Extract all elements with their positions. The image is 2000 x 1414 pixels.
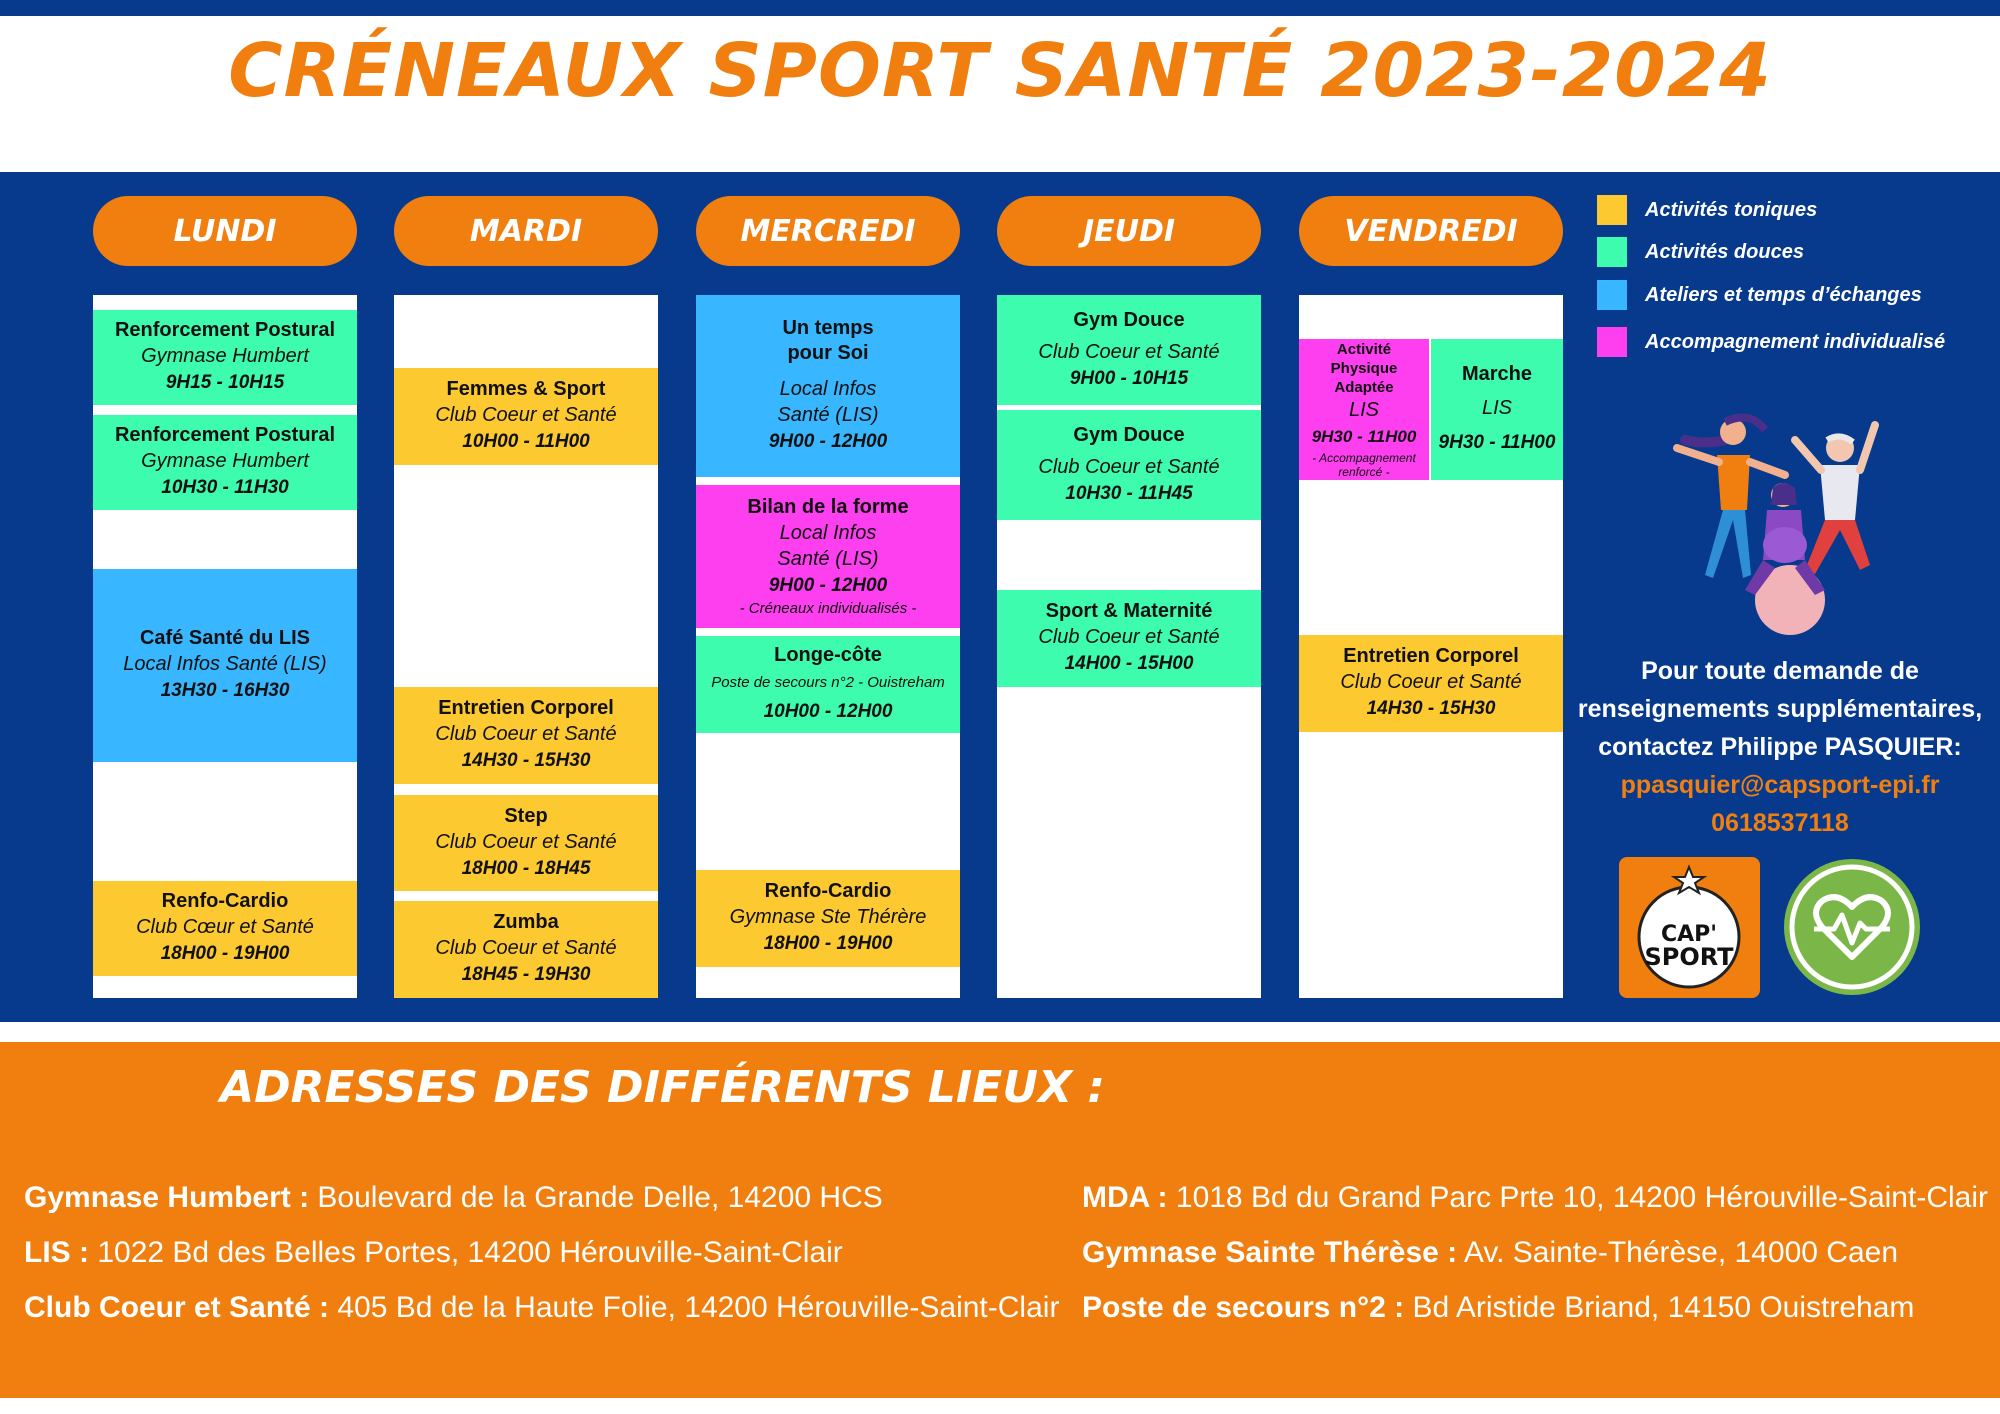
slot-mercredi-1: [696, 295, 960, 477]
slot-place: LIS: [1348, 399, 1380, 421]
slot-place-line2: Santé (LIS): [777, 548, 879, 570]
slot-lundi-4: [93, 881, 357, 976]
address-label: Gymnase Humbert :: [24, 1181, 310, 1214]
address-value: 1018 Bd du Grand Parc Prte 10, 14200 Hérouville-Saint-Clair: [1167, 1181, 1988, 1214]
people-exercising-illustration: [1655, 400, 1895, 640]
day-header-lundi: LUNDI: [93, 196, 357, 266]
slot-mercredi-2: [696, 485, 960, 628]
slot-name: Femmes & Sport: [446, 378, 606, 400]
slot-place: Club Coeur et Santé: [435, 937, 617, 959]
slot-place: Club Coeur et Santé: [435, 830, 617, 853]
slot-jeudi-3: [997, 590, 1261, 687]
slot-place: Club Coeur et Santé: [435, 404, 617, 426]
slot-jeudi-2: [997, 410, 1261, 520]
slot-time: 14H30 - 15H30: [1366, 698, 1496, 719]
contact-line2: renseignements supplémentaires,: [1577, 695, 1983, 723]
legend-label: Accompagnement individualisé: [1645, 330, 1946, 353]
slot-time: 10H30 - 11H45: [1065, 482, 1193, 504]
page-title: CRÉNEAUX SPORT SANTÉ 2023-2024: [228, 28, 1772, 114]
addresses-title: ADRESSES DES DIFFÉRENTS LIEUX :: [220, 1062, 1105, 1113]
address-gymnase-humbert: [24, 1181, 883, 1215]
slot-vendredi-3: [1299, 635, 1563, 732]
address-club-coeur-sante: [24, 1291, 1059, 1325]
slot-place: Club Coeur et Santé: [1038, 626, 1220, 648]
contact-line3: contactez Philippe PASQUIER:: [1598, 733, 1962, 761]
legend-swatch-green: [1597, 237, 1627, 267]
slot-time: 18H00 - 18H45: [461, 857, 591, 879]
address-value: Av. Sainte-Thérèse, 14000 Caen: [1457, 1236, 1899, 1269]
slot-name: Renforcement Postural: [114, 319, 336, 341]
heart-health-logo: [1782, 857, 1922, 997]
slot-name: Sport & Maternité: [1045, 600, 1213, 622]
slot-time: 18H00 - 19H00: [160, 943, 290, 964]
slot-time: 13H30 - 16H30: [160, 680, 290, 701]
slot-name: Renforcement Postural: [114, 424, 336, 446]
legend-item-toniques: [1597, 194, 1817, 226]
slot-place: Gymnase Humbert: [141, 345, 309, 367]
address-poste-secours: [1082, 1291, 1914, 1325]
slot-place: LIS: [1481, 397, 1513, 419]
cap-sport-logo: [1619, 857, 1760, 998]
slot-time: 9H30 - 11H00: [1311, 427, 1417, 446]
contact-phone[interactable]: 0618537118: [1711, 809, 1849, 837]
slot-name: Gym Douce: [1073, 423, 1185, 446]
column-mardi: [394, 295, 658, 998]
slot-jeudi-1: [997, 295, 1261, 405]
slot-time: 10H30 - 11H30: [161, 477, 289, 498]
column-jeudi: [997, 295, 1261, 998]
day-header-mercredi: MERCREDI: [696, 196, 960, 266]
slot-place-line1: Local Infos: [779, 378, 877, 400]
column-mercredi: [696, 295, 960, 998]
slot-lundi-3: [93, 569, 357, 762]
legend-swatch-magenta: [1597, 327, 1627, 357]
slot-place: Club Coeur et Santé: [1038, 340, 1220, 363]
logo-cap-word: CAP': [1660, 922, 1718, 947]
slot-place: Poste de secours n°2 - Ouistreham: [711, 674, 945, 691]
slot-name: Zumba: [493, 911, 559, 933]
slot-time: 9H00 - 12H00: [768, 431, 888, 452]
slot-time: 10H00 - 11H00: [462, 431, 590, 452]
slot-place: Club Coeur et Santé: [435, 723, 617, 745]
address-label: Club Coeur et Santé :: [24, 1291, 330, 1324]
legend-swatch-blue: [1597, 280, 1627, 310]
address-label: Poste de secours n°2 :: [1082, 1291, 1405, 1324]
slot-name: Marche: [1461, 363, 1533, 385]
day-header-vendredi: VENDREDI: [1299, 196, 1563, 266]
address-label: LIS :: [24, 1236, 89, 1269]
slot-vendredi-1: [1299, 339, 1429, 480]
slot-time: 14H00 - 15H00: [1064, 653, 1194, 674]
slot-note: - Créneaux individualisés -: [739, 600, 917, 617]
contact-block: [1565, 652, 1995, 842]
address-label: MDA :: [1082, 1181, 1168, 1214]
slot-name: Café Santé du LIS: [139, 627, 311, 649]
address-mda: [1082, 1181, 1988, 1215]
slot-name: Entretien Corporel: [1343, 645, 1519, 667]
day-header-mardi: MARDI: [394, 196, 658, 266]
column-lundi: [93, 295, 357, 998]
legend-swatch-yellow: [1597, 195, 1627, 225]
cap-sport-logo-graphic: [1619, 857, 1760, 998]
slot-name-line1: Un temps: [782, 317, 874, 339]
address-lis: [24, 1236, 843, 1270]
slot-lundi-2: [93, 415, 357, 510]
slot-name-line2: pour Soi: [787, 342, 869, 364]
slot-vendredi-2: [1431, 339, 1563, 480]
address-value: 1022 Bd des Belles Portes, 14200 Hérouville-Saint-Clair: [89, 1236, 843, 1269]
slot-time: 9H00 - 12H00: [768, 575, 888, 596]
slot-name: Gym Douce: [1073, 308, 1185, 331]
slot-name: Renfo-Cardio: [161, 890, 289, 912]
top-accent-bar: [0, 0, 2000, 16]
slot-mardi-3: [394, 795, 658, 891]
slot-name: Longe-côte: [774, 644, 882, 666]
slot-time: 14H30 - 15H30: [461, 750, 591, 771]
slot-time: 18H45 - 19H30: [461, 964, 591, 985]
contact-email-link[interactable]: ppasquier@capsport-epi.fr: [1620, 771, 1940, 799]
slot-place: Club Coeur et Santé: [1038, 455, 1220, 478]
slot-place: Club Cœur et Santé: [136, 916, 314, 938]
slot-name-line2: Adaptée: [1334, 379, 1394, 396]
slot-mardi-4: [394, 901, 658, 998]
address-label: Gymnase Sainte Thérèse :: [1082, 1236, 1458, 1269]
slot-name: Bilan de la forme: [747, 496, 909, 518]
legend-label: Activités douces: [1645, 240, 1804, 263]
column-vendredi: [1299, 295, 1563, 998]
slot-name: Renfo-Cardio: [764, 880, 892, 902]
address-value: 405 Bd de la Haute Folie, 14200 Hérouville-Saint-Clair: [329, 1291, 1060, 1324]
slot-place: Gymnase Humbert: [141, 450, 309, 472]
slot-time: 10H00 - 12H00: [763, 701, 893, 722]
slot-time: 18H00 - 19H00: [763, 933, 893, 954]
legend-item-ateliers: [1597, 279, 1922, 311]
slot-note-line2: renforcé -: [1338, 465, 1390, 479]
contact-line1: Pour toute demande de: [1641, 657, 1919, 685]
slot-place: Club Coeur et Santé: [1340, 671, 1522, 693]
slot-mardi-2: [394, 687, 658, 784]
address-value: Boulevard de la Grande Delle, 14200 HCS: [309, 1181, 883, 1214]
slot-name: Step: [504, 804, 548, 827]
slot-mercredi-4: [696, 870, 960, 967]
slot-mercredi-3: [696, 636, 960, 733]
slot-place-line1: Local Infos: [779, 522, 877, 544]
slot-place: Gymnase Ste Thérère: [729, 906, 927, 928]
slot-place: Local Infos Santé (LIS): [123, 653, 327, 675]
legend-label: Activités toniques: [1645, 198, 1818, 221]
slot-note-line1: - Accompagnement: [1312, 451, 1416, 465]
slot-mardi-1: [394, 368, 658, 465]
slot-time: 9H30 - 11H00: [1438, 432, 1556, 453]
legend-item-douces: [1597, 236, 1804, 268]
legend-label: Ateliers et temps d’échanges: [1645, 283, 1922, 306]
logo-sport-word: SPORT: [1644, 943, 1734, 971]
slot-time: 9H00 - 10H15: [1069, 367, 1189, 389]
legend-item-accompagnement: [1597, 326, 1945, 358]
slot-lundi-1: [93, 310, 357, 405]
slot-time: 9H15 - 10H15: [165, 372, 285, 393]
day-header-jeudi: JEUDI: [997, 196, 1261, 266]
slot-place-line2: Santé (LIS): [777, 404, 879, 426]
address-gymnase-sainte-therese: [1082, 1236, 1898, 1270]
slot-name: Entretien Corporel: [438, 697, 614, 719]
slot-name-line1: Activité Physique: [1330, 341, 1398, 377]
address-value: Bd Aristide Briand, 14150 Ouistreham: [1404, 1291, 1915, 1324]
